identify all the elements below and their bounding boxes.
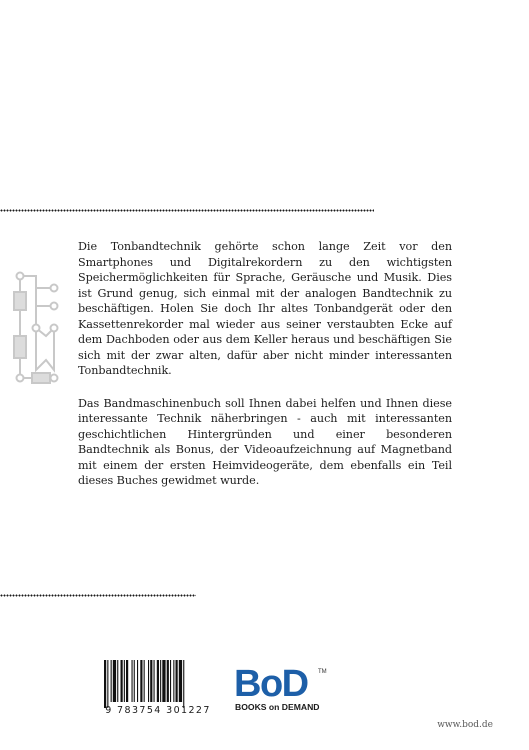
- barcode-bar: [167, 660, 169, 702]
- barcode-bar: [160, 660, 161, 702]
- barcode-bar: [144, 660, 145, 702]
- barcode-bar: [183, 660, 184, 708]
- circuit-diagram-icon: [6, 266, 62, 394]
- barcode-bar: [107, 660, 108, 708]
- publisher-url: www.bod.de: [437, 720, 493, 730]
- barcode-bar: [124, 660, 125, 702]
- dotted-divider-bottom: [0, 594, 196, 597]
- barcode-bar: [126, 660, 128, 702]
- barcode-bar: [173, 660, 174, 702]
- barcode-bar: [121, 660, 123, 702]
- barcode-bar: [154, 660, 155, 702]
- barcode-bar: [137, 660, 138, 702]
- barcode-bar: [117, 660, 118, 702]
- barcode-bar: [132, 660, 133, 702]
- barcode-bar: [179, 660, 182, 702]
- paragraph-intro: Die Tonbandtechnik gehörte schon lange Zeit vor den Smartphones und Digitalrekordern zu den wichtigsten Speichermöglichkeiten für Sprache, Geräusche und Musik. Dies ist Grund genug, sich einmal mit der analogen Bandtechnik zu beschäftigen. Holen Sie doch Ihr altes Tonbandgerät oder den Kassettenrekorder mal wieder aus seiner verstaubten Ecke auf dem Dachboden oder aus dem Keller heraus und beschäftigen Sie sich mit der zwar alten, dafür aber nicht minder interessanten Tonbandtechnik.: [78, 240, 452, 377]
- bod-logo-text: BoD: [234, 664, 308, 705]
- barcode-bar: [140, 660, 142, 702]
- bod-tagline: BOOKS on DEMAND: [235, 702, 320, 712]
- barcode-bar: [148, 660, 149, 702]
- barcode-bar: [162, 660, 165, 702]
- barcode-bar: [157, 660, 159, 702]
- bod-logo: [232, 664, 332, 718]
- barcode-bar: [104, 660, 106, 708]
- dotted-divider-top: [0, 209, 374, 212]
- barcode-bar: [170, 660, 171, 702]
- barcode-bar: [176, 660, 178, 702]
- barcode-bar: [150, 660, 152, 702]
- back-cover-text: [78, 239, 452, 489]
- bod-trademark: TM: [318, 669, 327, 675]
- barcode-bar: [134, 660, 135, 702]
- barcode-bar: [111, 660, 112, 702]
- paragraph-bandmaschinenbuch: Das Bandmaschinenbuch soll Ihnen dabei helfen und Ihnen diese interessante Technik näherbringen - auch mit interessanten geschichtlichen Hintergründen und einer besonderen Bandtechnik als Bonus, der Videoaufzeichnung auf Magnetband mit einem der ersten Heimvideogeräte, dem ebenfalls ein Teil dieses Buches gewidmet wurde.: [78, 396, 452, 487]
- isbn-number: 9 783754 301227: [105, 705, 211, 716]
- isbn-barcode: [104, 660, 212, 708]
- barcode-bar: [113, 660, 116, 702]
